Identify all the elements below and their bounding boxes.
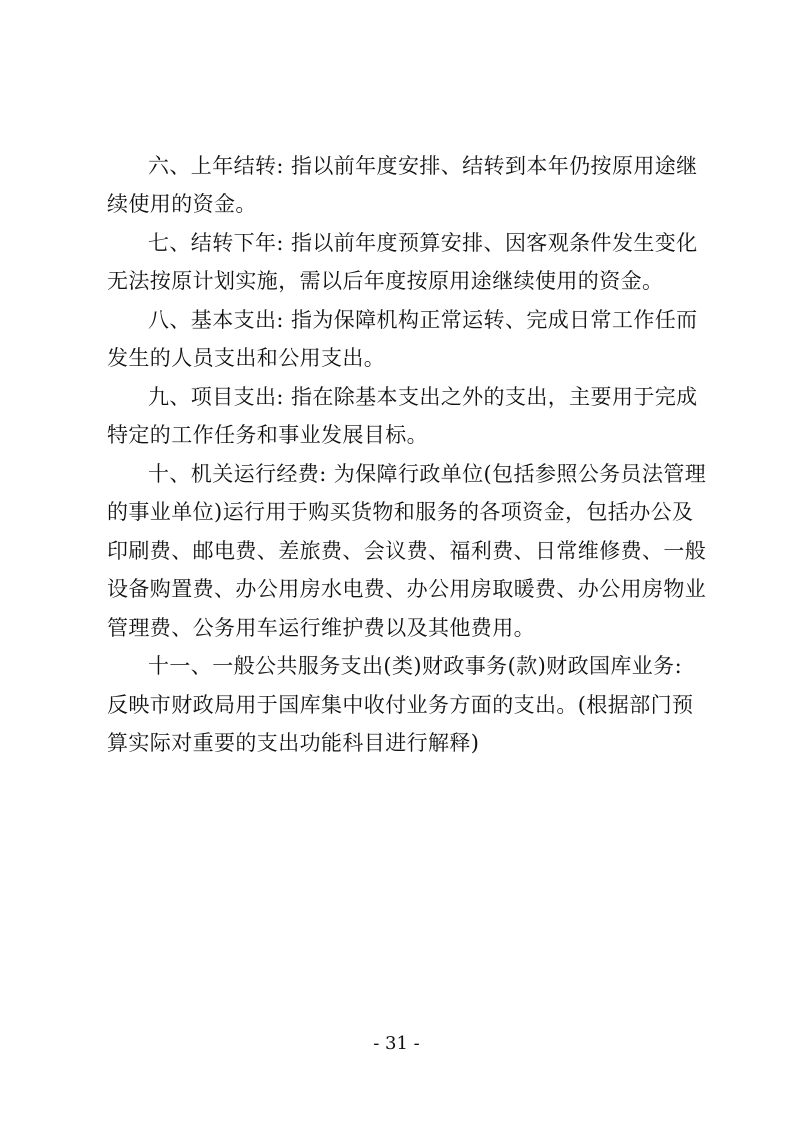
paragraph-10-line-4: 设备购置费、办公用房水电费、办公用房取暖费、办公用房物业 [107,577,707,601]
paragraph-6-line-2: 续使用的资金。 [107,192,257,216]
paragraph-10-line-1: 十、机关运行经费: 为保障行政单位(包括参照公务员法管理 [148,462,707,486]
paragraph-9-line-1: 九、项目支出: 指在除基本支出之外的支出，主要用于完成 [148,385,698,409]
paragraph-8-line-1: 八、基本支出: 指为保障机构正常运转、完成日常工作任而 [148,308,698,332]
paragraph-6-line-1: 六、上年结转: 指以前年度安排、结转到本年仍按原用途继 [148,154,698,178]
paragraph-11-line-1: 十一、一般公共服务支出(类)财政事务(款)财政国库业务: [148,654,683,678]
paragraph-11-line-2: 反映市财政局用于国库集中收付业务方面的支出。(根据部门预 [107,693,694,717]
paragraph-11-line-3: 算实际对重要的支出功能科目进行解释) [107,731,480,755]
paragraph-8-line-2: 发生的人员支出和公用支出。 [107,346,386,370]
paragraph-7-line-1: 七、结转下年: 指以前年度预算安排、因客观条件发生变化 [148,231,698,255]
paragraph-7-line-2: 无法按原计划实施，需以后年度按原用途继续使用的资金。 [107,269,664,293]
page-number: - 31 - [373,1033,420,1054]
paragraph-10-line-5: 管理费、公务用车运行维护费以及其他费用。 [107,616,535,640]
paragraph-10-line-2: 的事业单位)运行用于购买货物和服务的各项资金，包括办公及 [107,500,694,524]
paragraph-10-line-3: 印刷费、邮电费、差旅费、会议费、福利费、日常维修费、一般 [107,539,707,563]
paragraph-9-line-2: 特定的工作任务和事业发展目标。 [107,423,428,447]
